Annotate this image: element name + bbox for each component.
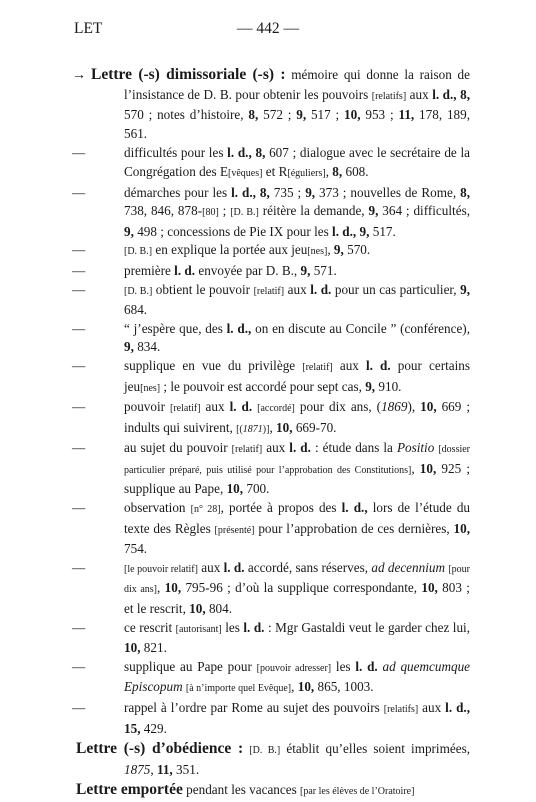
- entry-dash: —: [72, 399, 86, 415]
- index-sub-entry: [72, 699, 470, 738]
- editorial-insertion: [par les élèves de l’Oratoire]: [300, 786, 415, 798]
- header-keyword: LET: [74, 20, 103, 37]
- editorial-insertion: [dossier particulier préparé, puis utilisé pour l’approbation des Constitutions]: [124, 444, 471, 476]
- index-main-entry: [72, 740, 470, 779]
- bold-reference: 10,: [420, 399, 437, 415]
- entry-text: au sujet du pouvoir [relatif] aux l. d. : étude dans la Positio [dossier particulier préparé, puis utilisé pour l’approbation des Constitutions], 10, 925 ; supplique au Pape, 10, 700.: [124, 440, 471, 497]
- bold-reference: l. d.: [355, 658, 378, 674]
- bold-reference: 9,: [124, 339, 134, 355]
- index-main-entry: [72, 66, 470, 143]
- bold-reference: 10,: [419, 460, 437, 476]
- running-header: [74, 20, 462, 40]
- entry-dash: —: [72, 440, 86, 456]
- index-sub-entry: [72, 658, 470, 699]
- entry-dash: —: [72, 619, 86, 635]
- entry-dash: —: [72, 357, 86, 373]
- editorial-insertion: [(1871)]: [236, 423, 270, 435]
- index-sub-entry: [72, 357, 470, 398]
- entry-text: démarches pour les l. d., 8, 735 ; 9, 373 ; nouvelles de Rome, 8, 738, 846, 878-[80] ; [D. B.] réitère la demande, 9, 364 ; difficultés, 9, 498 ; concessions de Pie IX pour les l. d., 9, 517.: [124, 184, 470, 239]
- editorial-insertion: [relatifs]: [371, 90, 407, 102]
- bold-reference: 9,: [305, 184, 316, 200]
- editorial-insertion: [relatif]: [231, 444, 263, 456]
- bold-reference: l. d.: [243, 619, 265, 635]
- bold-reference: 10,: [164, 580, 182, 596]
- editorial-insertion: [80]: [202, 207, 219, 219]
- editorial-insertion: [présenté]: [214, 524, 255, 536]
- bold-reference: 9,: [333, 242, 344, 258]
- index-sub-entry: [72, 241, 470, 262]
- entry-text: première l. d. envoyée par D. B., 9, 571.: [124, 262, 337, 278]
- entry-headword: Lettre (-s) d’obédience :: [76, 740, 244, 758]
- editorial-insertion: [pouvoir adresser]: [256, 662, 332, 674]
- index-sub-entry: [72, 499, 470, 559]
- index-sub-entry: [72, 320, 470, 357]
- bold-reference: 9,: [124, 223, 134, 239]
- index-sub-entry: [72, 144, 470, 183]
- entry-headword: Lettre (-s) dimissoriale (-s) :: [91, 66, 286, 83]
- index-sub-entry: [72, 398, 470, 439]
- entry-text: “ j’espère que, des l. d., on en discute au Concile ” (conférence), 9, 834.: [124, 320, 470, 355]
- entry-text: [D. B.] obtient le pouvoir [relatif] aux l. d. pour un cas particulier, 9, 684.: [124, 281, 470, 318]
- editorial-insertion: [nes]: [140, 382, 161, 394]
- editorial-insertion: [relatif]: [170, 403, 201, 415]
- bold-reference: 8,: [248, 107, 259, 123]
- editorial-insertion: [vêques]: [228, 167, 263, 179]
- arrow-right-icon: →: [72, 68, 86, 83]
- entry-dash: —: [72, 145, 86, 161]
- italic-text: 1869: [381, 399, 408, 415]
- bold-reference: l. d.: [174, 262, 196, 278]
- bold-reference: 10,: [189, 601, 206, 617]
- bold-reference: 10,: [124, 640, 141, 656]
- editorial-insertion: [le pouvoir relatif]: [124, 563, 198, 575]
- bold-reference: l. d., 8,: [227, 145, 266, 161]
- entry-text: [D. B.] établit qu’elles soient imprimées, 1875, 11, 351.: [124, 741, 470, 777]
- bold-reference: 9,: [460, 281, 470, 297]
- entry-text: pendant les vacances [par les élèves de l’Oratoire]: [182, 782, 415, 798]
- editorial-insertion: [n° 28]: [190, 504, 221, 516]
- entry-dash: —: [72, 184, 86, 200]
- entry-text: supplique en vue du privilège [relatif] aux l. d. pour certains jeu[nes] ; le pouvoir est accordé pour sept cas, 9, 910.: [124, 357, 470, 394]
- index-main-entry: [72, 781, 470, 802]
- editorial-insertion: [D. B.]: [249, 745, 281, 757]
- bold-reference: l. d.: [229, 399, 253, 415]
- italic-text: Positio: [396, 440, 435, 456]
- index-sub-entry: [72, 559, 470, 619]
- bold-reference: 8,: [460, 184, 470, 200]
- entry-text: rappel à l’ordre par Rome au sujet des pouvoirs [relatifs] aux l. d., 15, 429.: [124, 700, 471, 736]
- index-sub-entry: [72, 262, 470, 281]
- bold-reference: 10,: [421, 580, 438, 596]
- entry-dash: —: [72, 500, 86, 516]
- entry-text: [le pouvoir relatif] aux l. d. accordé, sans réserves, ad decennium [pour dix ans], 10, 795-96 ; d’où la supplique correspondante, 10, 803 ; et le rescrit, 10, 804.: [124, 559, 470, 617]
- editorial-insertion: [à n’importe quel Evêque]: [185, 683, 292, 695]
- entry-text: ce rescrit [autorisant] les l. d. : Mgr Gastaldi veut le garder chez lui, 10, 821.: [124, 619, 471, 656]
- bold-reference: 10,: [226, 481, 244, 497]
- bold-reference: 10,: [453, 520, 470, 536]
- bold-reference: 10,: [276, 419, 293, 435]
- editorial-insertion: [D. B.]: [230, 207, 259, 219]
- bold-reference: l. d.,: [341, 500, 368, 516]
- index-sub-entry: [72, 184, 470, 242]
- bold-reference: l. d.: [223, 559, 245, 575]
- index-sub-entry: [72, 439, 470, 499]
- editorial-insertion: [autorisant]: [175, 623, 222, 635]
- editorial-insertion: [nes]: [307, 246, 328, 258]
- entry-text: [D. B.] en explique la portée aux jeu[nes], 9, 570.: [124, 242, 371, 258]
- bold-reference: 8,: [332, 163, 343, 179]
- italic-text: ad decennium: [371, 559, 445, 575]
- italic-text: 1875,: [124, 761, 154, 777]
- bold-reference: 11,: [156, 761, 173, 777]
- bold-reference: l. d.: [310, 281, 332, 297]
- bold-reference: 11,: [398, 107, 415, 123]
- italic-text: ad quemcumque Episcopum: [124, 658, 471, 695]
- index-sub-entry: [72, 619, 470, 658]
- editorial-insertion: [relatif]: [253, 285, 285, 297]
- bold-reference: 10,: [344, 107, 361, 123]
- editorial-insertion: [accordé]: [257, 403, 295, 415]
- bold-reference: l. d.: [365, 357, 391, 373]
- bold-reference: 9,: [368, 203, 379, 219]
- editorial-insertion: [relatifs]: [383, 704, 419, 715]
- bold-reference: 9,: [296, 107, 307, 123]
- bold-reference: l. d., 15,: [124, 700, 471, 736]
- editorial-insertion: [relatif]: [302, 361, 333, 373]
- entry-dash: —: [72, 262, 86, 278]
- entry-dash: —: [72, 281, 86, 297]
- editorial-insertion: [pour dix ans]: [124, 563, 470, 596]
- editorial-insertion: [D. B.]: [124, 285, 153, 297]
- editorial-insertion: [éguliers]: [287, 167, 326, 179]
- editorial-insertion: [D. B.]: [124, 246, 153, 258]
- bold-reference: l. d.,: [226, 320, 252, 336]
- bold-reference: l. d., 9,: [332, 223, 370, 239]
- entry-dash: —: [72, 559, 86, 575]
- entry-dash: —: [72, 658, 86, 674]
- bold-reference: 9,: [300, 262, 311, 278]
- entry-dash: —: [72, 320, 86, 336]
- entry-text: difficultés pour les l. d., 8, 607 ; dialogue avec le secrétaire de la Congrégation des E[vêques] et R[éguliers], 8, 608.: [124, 145, 471, 179]
- index-sub-entry: [72, 281, 470, 320]
- entry-text: observation [n° 28], portée à propos des l. d., lors de l’étude du texte des Règles [présenté] pour l’approbation de ces dernières, 10, 754.: [124, 500, 471, 557]
- bold-reference: l. d.: [289, 440, 311, 456]
- bold-reference: l. d., 8,: [432, 86, 470, 102]
- bold-reference: 10,: [297, 679, 315, 695]
- entry-dash: —: [72, 700, 86, 715]
- entry-headword: Lettre emportée: [76, 781, 183, 799]
- entry-text: supplique au Pape pour [pouvoir adresser] les l. d. ad quemcumque Episcopum [à n’importe quel Evêque], 10, 865, 1003.: [124, 658, 471, 695]
- bold-reference: 9,: [365, 378, 376, 394]
- index-entries: [72, 66, 470, 802]
- entry-dash: —: [72, 242, 86, 258]
- page-number: — 442 —: [237, 20, 299, 37]
- italic-text: 1871: [242, 423, 263, 435]
- bold-reference: l. d., 8,: [231, 184, 270, 200]
- entry-text: pouvoir [relatif] aux l. d. [accordé] pour dix ans, (1869), 10, 669 ; indults qui suivirent, [(1871)], 10, 669-70.: [124, 399, 471, 435]
- entry-text: mémoire qui donne la raison de l’insistance de D. B. pour obtenir les pouvoirs [relatifs] aux l. d., 8, 570 ; notes d’histoire, 8, 572 ; 9, 517 ; 10, 953 ; 11, 178, 189, 561.: [124, 67, 471, 141]
